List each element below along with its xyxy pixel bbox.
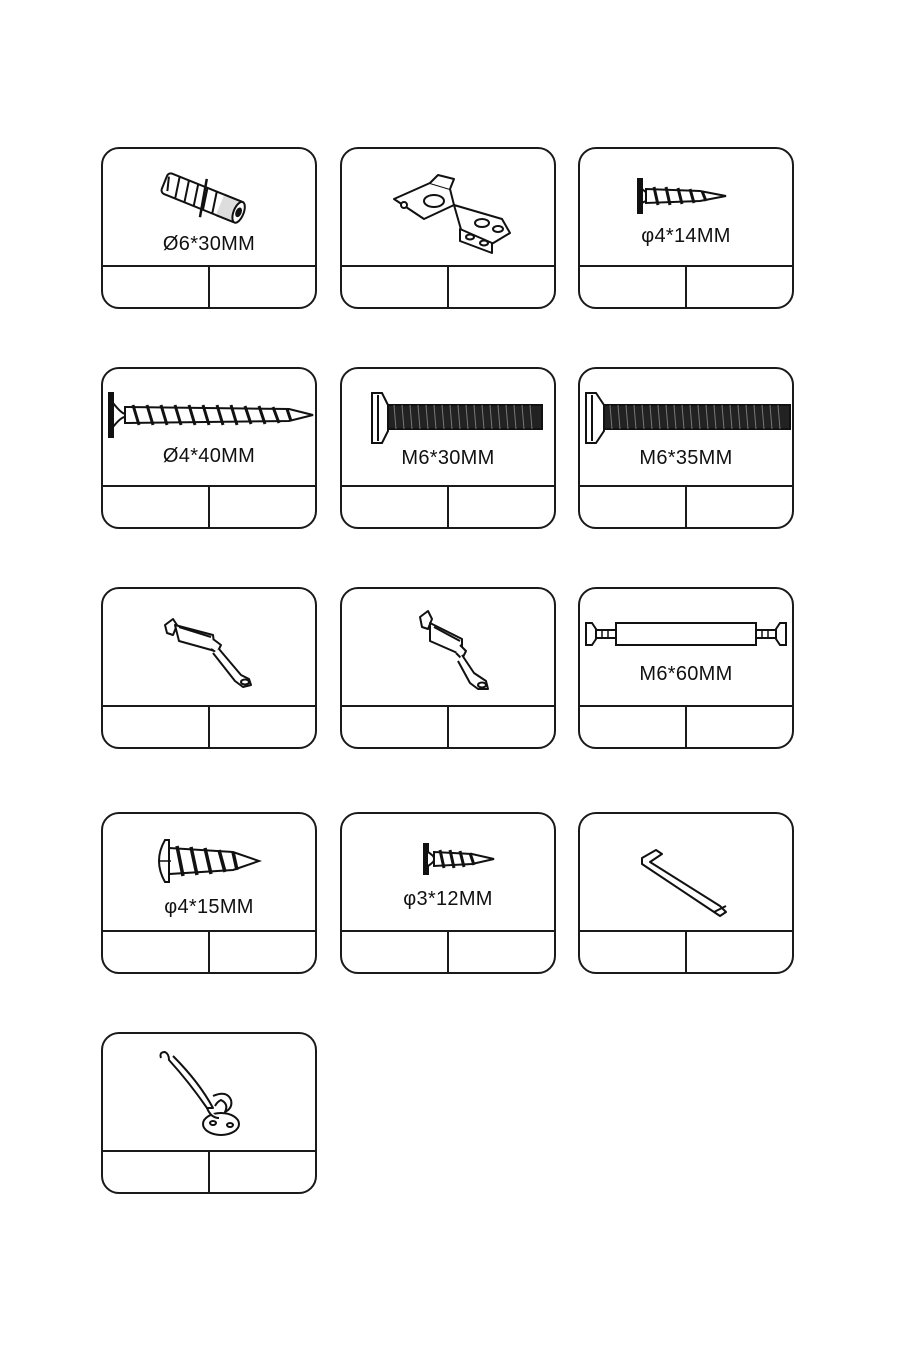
hinge-icon: [342, 149, 554, 267]
part-quantity-cell: [210, 1152, 315, 1192]
latch-icon: [342, 589, 554, 707]
part-card-wall-anchor: [101, 147, 317, 309]
part-size-label: Ø4*40MM: [162, 445, 256, 467]
part-card-screw-3x12: [340, 812, 556, 974]
part-card-hinge: [340, 147, 556, 309]
part-footer: [580, 930, 792, 972]
part-quantity-cell: [449, 707, 554, 747]
part-card-coat-hook: [101, 1032, 317, 1194]
part-quantity-cell: [687, 267, 792, 307]
part-card-screw-4x15: [101, 812, 317, 974]
part-quantity-cell: [449, 487, 554, 527]
part-number-cell: [580, 707, 687, 747]
long-screw-icon: [103, 369, 315, 487]
part-number-cell: [103, 1152, 210, 1192]
part-number-cell: [580, 487, 687, 527]
part-footer: [103, 930, 315, 972]
part-number-cell: [580, 932, 687, 972]
part-quantity-cell: [210, 932, 315, 972]
part-quantity-cell: [449, 267, 554, 307]
part-card-bolt-m6x30: [340, 367, 556, 529]
part-number-cell: [342, 487, 449, 527]
part-size-label: M6*35MM: [639, 447, 733, 469]
part-card-connector-m6x60: [578, 587, 794, 749]
part-number-cell: [342, 267, 449, 307]
part-number-cell: [342, 707, 449, 747]
part-footer: [342, 930, 554, 972]
part-quantity-cell: [210, 707, 315, 747]
part-footer: [103, 705, 315, 747]
part-number-cell: [103, 932, 210, 972]
part-footer: [580, 705, 792, 747]
part-size-label: Ø6*30MM: [162, 233, 256, 255]
part-card-allen-key: [578, 812, 794, 974]
part-footer: [342, 485, 554, 527]
latch-icon: [103, 589, 315, 707]
part-number-cell: [103, 707, 210, 747]
screw-icon: [342, 814, 554, 932]
part-footer: [580, 265, 792, 307]
part-quantity-cell: [449, 932, 554, 972]
part-quantity-cell: [687, 707, 792, 747]
part-size-label: φ4*15MM: [164, 896, 254, 918]
part-number-cell: [580, 267, 687, 307]
part-footer: [580, 485, 792, 527]
part-quantity-cell: [687, 932, 792, 972]
part-footer: [103, 1150, 315, 1192]
part-size-label: M6*60MM: [639, 663, 733, 685]
part-card-screw-4x40: [101, 367, 317, 529]
screw-icon: [580, 149, 792, 267]
coat-hook-icon: [103, 1034, 315, 1152]
part-card-screw-4x14: [578, 147, 794, 309]
part-card-bolt-m6x35: [578, 367, 794, 529]
part-footer: [342, 705, 554, 747]
part-size-label: φ3*12MM: [403, 888, 493, 910]
part-size-label: M6*30MM: [401, 447, 495, 469]
part-card-latch-right: [340, 587, 556, 749]
part-quantity-cell: [687, 487, 792, 527]
part-size-label: φ4*14MM: [641, 225, 731, 247]
part-card-latch-left: [101, 587, 317, 749]
part-number-cell: [103, 267, 210, 307]
part-number-cell: [342, 932, 449, 972]
part-footer: [103, 265, 315, 307]
allen-key-icon: [580, 814, 792, 932]
connector-bolt-icon: [580, 589, 792, 707]
part-number-cell: [103, 487, 210, 527]
part-quantity-cell: [210, 487, 315, 527]
part-footer: [342, 265, 554, 307]
part-footer: [103, 485, 315, 527]
part-quantity-cell: [210, 267, 315, 307]
